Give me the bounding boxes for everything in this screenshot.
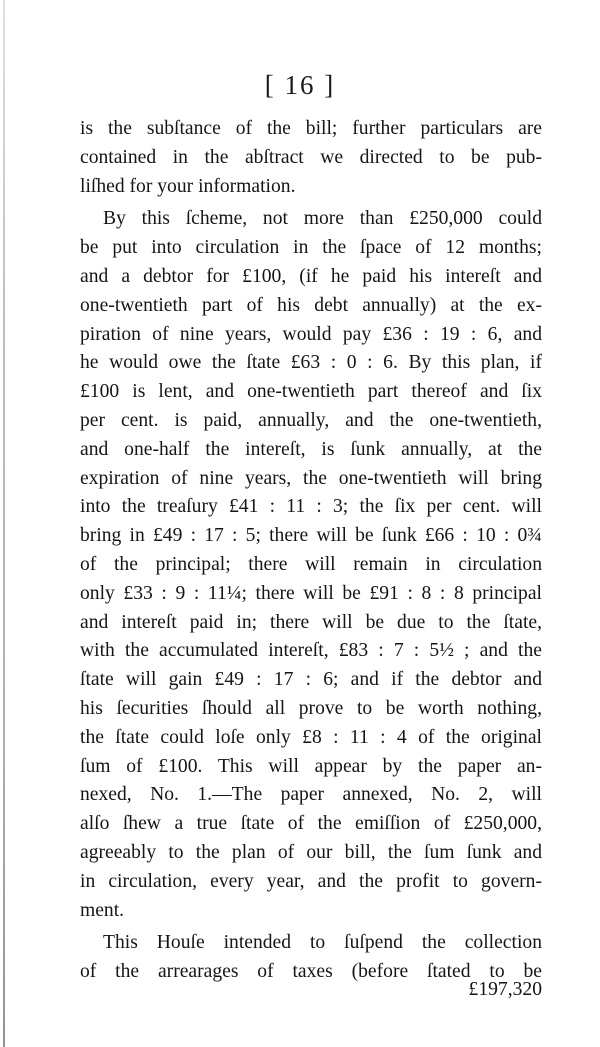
text-line: only £33 : 9 : 11¼; there will be £91 : 8 : 8 principal [80,582,542,604]
text-line: in circulation, every year, and the profit to govern- [80,870,542,892]
text-line: ment. [80,899,125,921]
paragraph [80,115,542,201]
text-line: one-twentieth part of his debt annually) at the ex- [80,294,542,316]
text-line: contained in the abſtract we directed to be pub- [80,146,542,168]
text-line: his ſecurities ſhould all prove to be worth nothing, [80,697,542,719]
text-line: nexed, No. 1.—The paper annexed, No. 2, will [80,784,542,806]
text-line: of the principal; there will remain in circulation [80,553,542,575]
text-line: be put into circulation in the ſpace of 12 months; [80,237,542,259]
paragraph [80,205,542,925]
text-line: the ſtate could loſe only £8 : 11 : 4 of the original [80,726,542,748]
text-line: By this ſcheme, not more than £250,000 could [103,208,542,230]
text-line: per cent. is paid, annually, and the one-twentieth, [80,409,542,431]
text-line: and a debtor for £100, (if he paid his intereſt and [80,265,542,287]
page-number-header: [ 16 ] [264,70,336,100]
catchword: £197,320 [468,979,542,1000]
text-line: is the subſtance of the bill; further particulars are [80,118,542,139]
text-line: agreeably to the plan of our bill, the ſum ſunk and [80,841,542,863]
text-line: piration of nine years, would pay £36 : 19 : 6, and [80,323,542,345]
text-line: bring in £49 : 17 : 5; there will be ſunk £66 : 10 : 0¾ [80,525,542,547]
text-line: he would owe the ſtate £63 : 0 : 6. By this plan, if [80,352,542,374]
text-line: with the accumulated intereſt, £83 : 7 : 5½ ; and the [80,640,542,662]
text-line: This Houſe intended to ſuſpend the collection [103,932,542,954]
text-line: liſhed for your information. [80,175,296,197]
text-line: £100 is lent, and one-twentieth part thereof and ſix [80,381,542,403]
binding-gutter [3,0,5,1047]
text-line: of the arrearages of taxes (before ſtated to be [80,961,542,983]
text-line: alſo ſhew a true ſtate of the emiſſion of £250,000, [80,813,542,835]
text-line: and one-half the intereſt, is ſunk annually, at the [80,438,542,460]
text-line: ſtate will gain £49 : 17 : 6; and if the debtor and [80,669,542,691]
body-text [80,115,542,987]
text-line: expiration of nine years, the one-twentieth will bring [80,467,542,489]
text-line: and intereſt paid in; there will be due to the ſtate, [80,611,542,633]
text-line: ſum of £100. This will appear by the paper an- [80,755,542,777]
text-line: into the treaſury £41 : 11 : 3; the ſix per cent. will [80,496,542,518]
